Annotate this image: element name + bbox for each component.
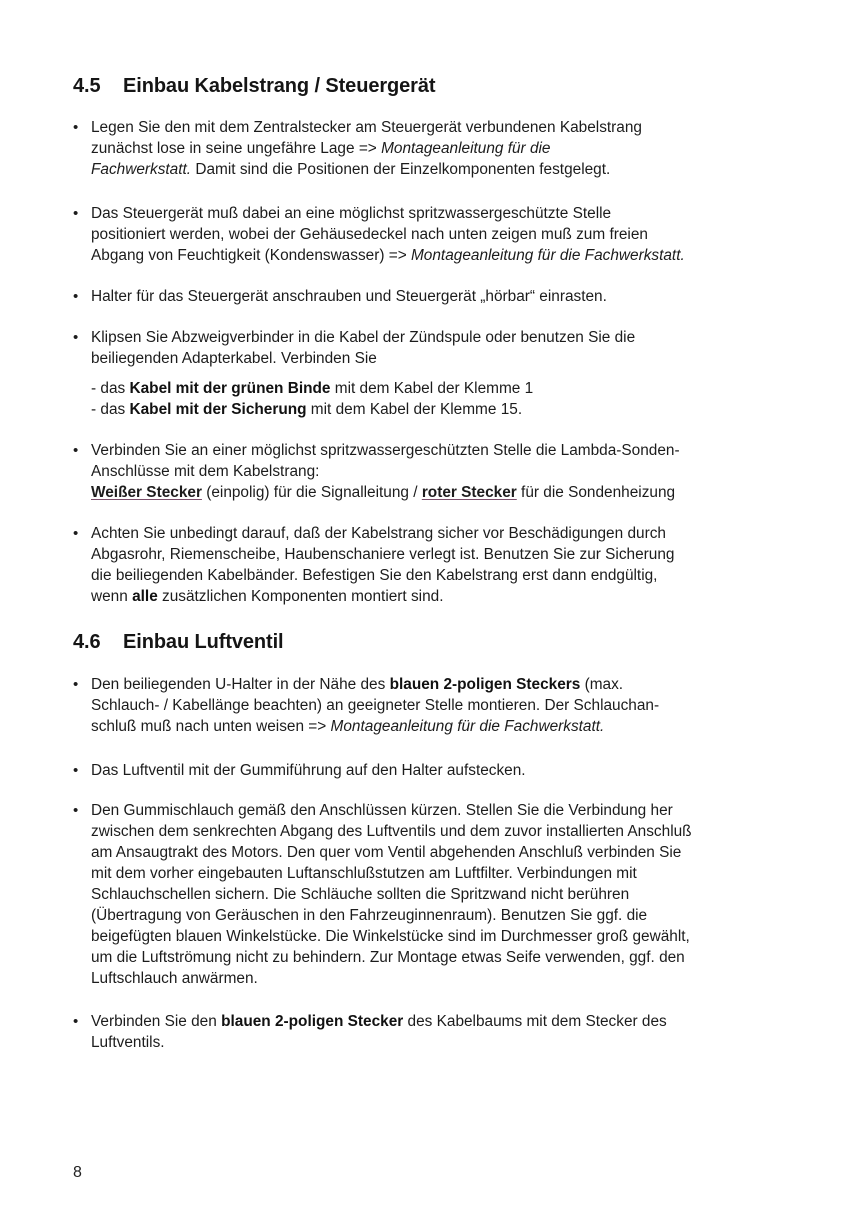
bullet-item — [73, 117, 773, 180]
text-run: alle — [132, 588, 158, 605]
bullet-text — [91, 117, 773, 180]
text-line — [91, 117, 773, 138]
text-line — [91, 159, 773, 180]
text-run: Fachwerkstatt. — [91, 161, 192, 178]
text-run: (Übertragung von Geräuschen in den Fahrzeuginnenraum). Benutzen Sie ggf. die — [91, 907, 648, 924]
text-run: Damit sind die Positionen der Einzelkomponenten festgelegt. — [191, 161, 611, 178]
text-run: (einpolig) für die Signalleitung / — [201, 484, 422, 501]
bullet-text — [91, 203, 773, 266]
text-run: (max. — [580, 676, 624, 693]
text-run: beigefügten blauen Winkelstücke. Die Winkelstücke sind im Durchmesser groß gewählt, — [91, 928, 690, 945]
text-line — [91, 203, 773, 224]
bullet-icon: • — [73, 676, 79, 693]
text-run: Das Luftventil mit der Gummiführung auf den Halter aufstecken. — [91, 762, 526, 779]
bullet-icon: • — [73, 288, 79, 305]
text-run: Abgasrohr, Riemenscheibe, Haubenschaniere verlegt ist. Benutzen Sie zur Sicherung — [91, 546, 675, 563]
text-run: - das — [91, 401, 130, 418]
text-run: Achten Sie unbedingt darauf, daß der Kabelstrang sicher vor Beschädigungen durch — [91, 525, 666, 542]
text-run: zwischen dem senkrechten Abgang des Luftventils und dem zuvor installierten Anschluß — [91, 823, 692, 840]
section-heading-4-6 — [73, 630, 284, 654]
text-run: Montageanleitung für die Fachwerkstatt. — [410, 247, 685, 264]
text-line — [91, 1032, 773, 1053]
text-run: Schlauchschellen sichern. Die Schläuche sollten die Spritzwand nicht berühren — [91, 886, 630, 903]
text-run: Anschlüsse mit dem Kabelstrang: — [91, 463, 320, 480]
text-run: Den Gummischlauch gemäß den Anschlüssen kürzen. Stellen Sie die Verbindung her — [91, 802, 673, 819]
emphasized-term: Weißer Stecker — [91, 484, 202, 501]
section-number: 4.6 — [73, 631, 101, 653]
bullet-icon: • — [73, 762, 79, 779]
bullet-item — [73, 203, 773, 266]
sub-list-item — [91, 399, 773, 420]
bullet-text — [91, 1011, 773, 1053]
text-line — [91, 863, 773, 884]
bullet-text — [91, 760, 773, 781]
bullet-item — [73, 674, 773, 737]
text-run: wenn — [91, 588, 133, 605]
text-line — [91, 674, 773, 695]
text-run: um die Luftströmung nicht zu behindern. Zur Montage etwas Seife verwenden, ggf. den — [91, 949, 685, 966]
text-line — [91, 440, 773, 461]
section-heading-4-5 — [73, 74, 435, 98]
text-line — [91, 138, 773, 159]
text-run: für die Sondenheizung — [516, 484, 676, 501]
bullet-text — [91, 523, 773, 607]
bullet-text — [91, 286, 773, 307]
text-line — [91, 327, 773, 348]
sub-list-item — [91, 378, 773, 399]
text-line — [91, 1011, 773, 1032]
text-line — [91, 800, 773, 821]
text-run: zusätzlichen Komponenten montiert sind. — [157, 588, 444, 605]
page-number: 8 — [73, 1164, 82, 1181]
text-run: Klipsen Sie Abzweigverbinder in die Kabel der Zündspule oder benutzen Sie die — [91, 329, 636, 346]
text-line — [91, 586, 773, 607]
text-line — [91, 523, 773, 544]
text-line — [91, 905, 773, 926]
text-run: des Kabelbaums mit dem Stecker des — [403, 1013, 667, 1030]
text-run: Das Steuergerät muß dabei an eine möglichst spritzwassergeschützte Stelle — [91, 205, 612, 222]
bullet-item — [73, 800, 773, 989]
text-run: zunächst lose in seine ungefähre Lage => — [91, 140, 382, 157]
text-run: Halter für das Steuergerät anschrauben und Steuergerät „hörbar“ einrasten. — [91, 288, 607, 305]
section-title: Einbau Kabelstrang / Steuergerät — [123, 75, 436, 97]
text-run: Verbinden Sie den — [91, 1013, 222, 1030]
text-run: Verbinden Sie an einer möglichst spritzwassergeschützten Stelle die Lambda-Sonden- — [91, 442, 680, 459]
text-line — [91, 482, 773, 503]
text-run: am Ansaugtrakt des Motors. Den quer vom Ventil abgehenden Anschluß verbinden Sie — [91, 844, 682, 861]
text-line — [91, 695, 773, 716]
bullet-item — [73, 760, 773, 781]
text-run: Legen Sie den mit dem Zentralstecker am Steuergerät verbundenen Kabelstrang — [91, 119, 642, 136]
text-line — [91, 968, 773, 989]
bullet-text — [91, 800, 773, 989]
bullet-text — [91, 440, 773, 503]
text-line — [91, 821, 773, 842]
bullet-icon: • — [73, 119, 79, 136]
bullet-item — [73, 440, 773, 503]
text-line — [91, 760, 773, 781]
text-line — [91, 565, 773, 586]
text-line — [91, 286, 773, 307]
section-title: Einbau Luftventil — [123, 631, 284, 653]
text-line — [91, 544, 773, 565]
text-line — [91, 947, 773, 968]
text-run: - das — [91, 380, 130, 397]
bullet-text — [91, 327, 773, 420]
bullet-item — [73, 327, 773, 420]
text-line — [91, 716, 773, 737]
text-line — [91, 884, 773, 905]
text-run: Kabel mit der grünen Binde — [129, 380, 331, 397]
bullet-text — [91, 674, 773, 737]
text-run: die beiliegenden Kabelbänder. Befestigen Sie den Kabelstrang erst dann endgültig, — [91, 567, 658, 584]
text-run: Montageanleitung für die — [381, 140, 551, 157]
text-run: schluß muß nach unten weisen => — [91, 718, 331, 735]
text-run: mit dem Kabel der Klemme 1 — [330, 380, 534, 397]
text-run: beiliegenden Adapterkabel. Verbinden Sie — [91, 350, 377, 367]
text-line — [91, 224, 773, 245]
bullet-icon: • — [73, 1013, 79, 1030]
text-run: Kabel mit der Sicherung — [129, 401, 307, 418]
section-number: 4.5 — [73, 75, 101, 97]
bullet-icon: • — [73, 329, 79, 346]
text-line — [91, 245, 773, 266]
text-run: mit dem vorher eingebauten Luftanschlußstutzen am Luftfilter. Verbindungen mit — [91, 865, 637, 882]
text-run: Luftventils. — [91, 1034, 165, 1051]
text-run: blauen 2-poligen Stecker — [221, 1013, 404, 1030]
sub-list — [91, 378, 773, 420]
text-run: Schlauch- / Kabellänge beachten) an geeigneter Stelle montieren. Der Schlauchan- — [91, 697, 660, 714]
text-line — [91, 842, 773, 863]
bullet-icon: • — [73, 802, 79, 819]
text-run: positioniert werden, wobei der Gehäusedeckel nach unten zeigen muß zum freien — [91, 226, 648, 243]
text-line — [91, 348, 773, 369]
emphasized-term: roter Stecker — [421, 484, 517, 501]
bullet-icon: • — [73, 205, 79, 222]
bullet-item — [73, 1011, 773, 1053]
text-run: Montageanleitung für die Fachwerkstatt. — [330, 718, 605, 735]
bullet-icon: • — [73, 525, 79, 542]
text-run: Luftschlauch anwärmen. — [91, 970, 258, 987]
text-run: Abgang von Feuchtigkeit (Kondenswasser) => — [91, 247, 411, 264]
bullet-icon: • — [73, 442, 79, 459]
text-line — [91, 461, 773, 482]
bullet-item — [73, 523, 773, 607]
text-run: blauen 2-poligen Steckers — [389, 676, 581, 693]
text-run: Den beiliegenden U-Halter in der Nähe des — [91, 676, 390, 693]
text-run: mit dem Kabel der Klemme 15. — [306, 401, 523, 418]
bullet-item — [73, 286, 773, 307]
text-line — [91, 926, 773, 947]
